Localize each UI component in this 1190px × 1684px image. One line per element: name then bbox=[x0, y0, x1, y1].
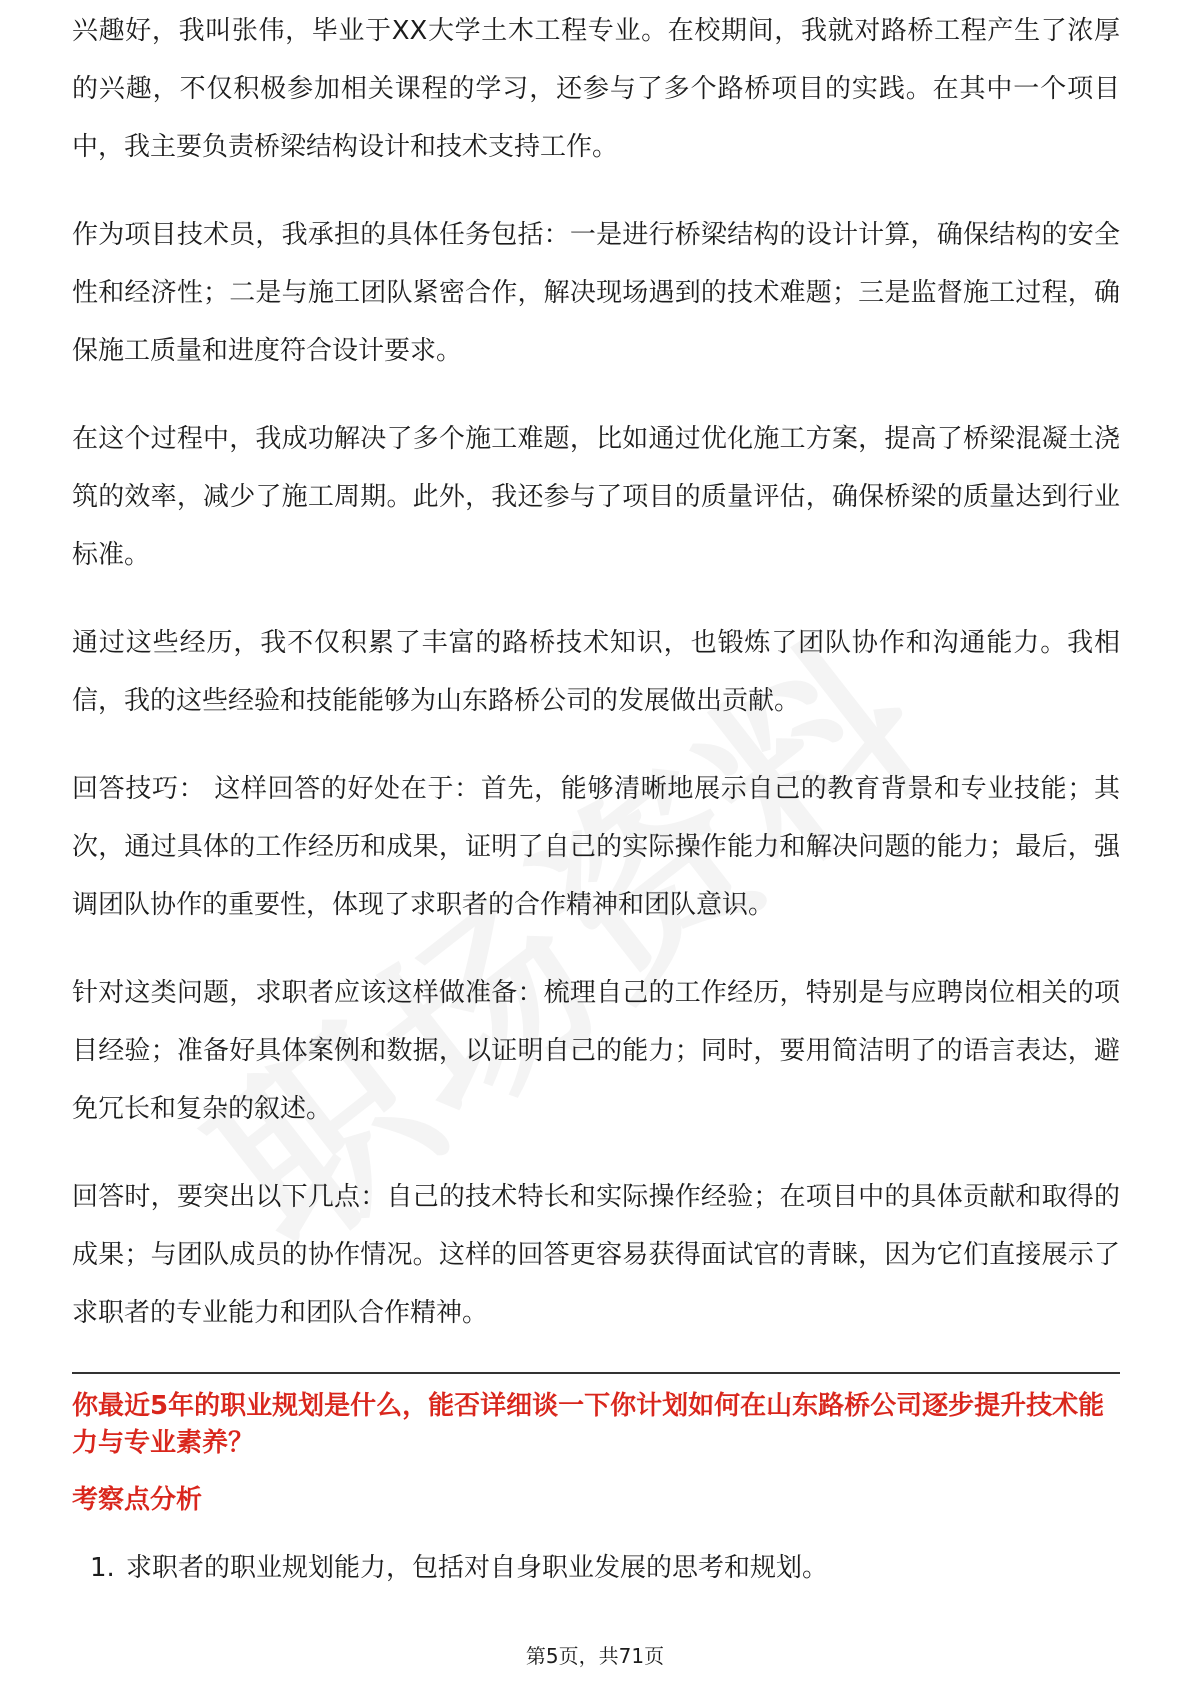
list-item bbox=[90, 1548, 1120, 1588]
page-content bbox=[72, 16, 1120, 1588]
paragraph-preparation: 针对这类问题，求职者应该这样做准备：梳理自己的工作经历，特别是与应聘岗位相关的项目经验；准备好具体案例和数据，以证明自己的能力；同时，要用简洁明了的语言表达，避免冗长和复杂的叙述。 bbox=[72, 978, 1120, 1124]
list-number: 1. bbox=[90, 1553, 115, 1583]
list-text: 求职者的职业规划能力，包括对自身职业发展的思考和规划。 bbox=[126, 1553, 829, 1583]
paragraph-tasks: 作为项目技术员，我承担的具体任务包括：一是进行桥梁结构的设计计算，确保结构的安全性和经济性；二是与施工团队紧密合作，解决现场遇到的技术难题；三是监督施工过程，确保施工质量和进度符合设计要求。 bbox=[72, 220, 1120, 366]
paragraph-intro: 兴趣好，我叫张伟，毕业于XX大学土木工程专业。在校期间，我就对路桥工程产生了浓厚的兴趣，不仅积极参加相关课程的学习，还参与了多个路桥项目的实践。在其中一个项目中，我主要负责桥梁结构设计和技术支持工作。 bbox=[72, 16, 1120, 162]
paragraph-key-points: 回答时，要突出以下几点：自己的技术特长和实际操作经验；在项目中的具体贡献和取得的成果；与团队成员的协作情况。这样的回答更容易获得面试官的青睐，因为它们直接展示了求职者的专业能力和团队合作精神。 bbox=[72, 1182, 1120, 1328]
interview-question: 你最近5年的职业规划是什么，能否详细谈一下你计划如何在山东路桥公司逐步提升技术能力与专业素养？ bbox=[72, 1391, 1105, 1458]
section-divider bbox=[72, 1372, 1120, 1374]
analysis-heading: 考察点分析 bbox=[72, 1485, 203, 1515]
paragraph-answer-tips: 回答技巧： 这样回答的好处在于：首先，能够清晰地展示自己的教育背景和专业技能；其次，通过具体的工作经历和成果，证明了自己的实际操作能力和解决问题的能力；最后，强调团队协作的重要性，体现了求职者的合作精神和团队意识。 bbox=[72, 774, 1120, 920]
page-footer: 第5页，共71页 bbox=[525, 1644, 665, 1668]
paragraph-achievements: 在这个过程中，我成功解决了多个施工难题，比如通过优化施工方案，提高了桥梁混凝土浇筑的效率，减少了施工周期。此外，我还参与了项目的质量评估，确保桥梁的质量达到行业标准。 bbox=[72, 424, 1120, 570]
paragraph-summary: 通过这些经历，我不仅积累了丰富的路桥技术知识，也锻炼了团队协作和沟通能力。我相信，我的这些经验和技能能够为山东路桥公司的发展做出贡献。 bbox=[72, 628, 1120, 716]
